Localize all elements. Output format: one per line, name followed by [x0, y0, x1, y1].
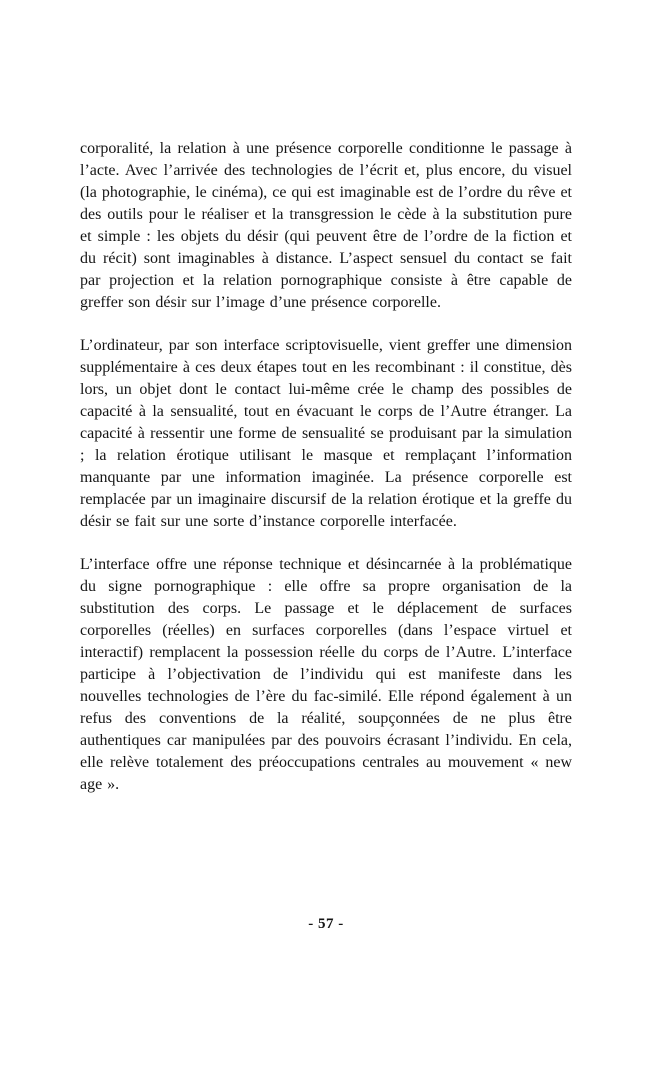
page-number: - 57 -: [308, 916, 344, 932]
paragraph-2: L’ordinateur, par son interface scriptovisuelle, vient greffer une dimension supplémentaire à ces deux étapes tout en les recombinant : il constitue, dès lors, un objet dont le contact lui-même crée le champ des possibles de capacité à la sensualité, tout en évacuant le corps de l’Autre étranger. La capacité à ressentir une forme de sensualité se produisant par la simulation ; la relation érotique utilisant le masque et remplaçant l’information manquante par une information imaginée. La présence corporelle est remplacée par un imaginaire discursif de la relation érotique et la greffe du désir se fait sur une sorte d’instance corporelle interfacée.: [80, 337, 572, 530]
paragraph-3: L’interface offre une réponse technique et désincarnée à la problématique du signe pornographique : elle offre sa propre organisation de la substitution des corps. Le passage et le déplacement de surfaces corporelles (réelles) en surfaces corporelles (dans l’espace virtuel et interactif) remplacent la possession réelle du corps de l’Autre. L’interface participe à l’objectivation de l’individu qui est manifeste dans les nouvelles technologies de l’ère du fac-similé. Elle répond également à un refus des conventions de la réalité, soupçonnées de ne plus être authentiques car manipulées par des pouvoirs écrasant l’individu. En cela, elle relève totalement des préoccupations centrales au mouvement « new age ».: [80, 556, 572, 793]
text-block: [80, 138, 572, 817]
paragraph-1: corporalité, la relation à une présence corporelle conditionne le passage à l’acte. Avec l’arrivée des technologies de l’écrit et, plus encore, du visuel (la photographie, le cinéma), ce qui est imaginable est de l’ordre du rêve et des outils pour le réaliser et la transgression le cède à la substitution pure et simple : les objets du désir (qui peuvent être de l’ordre de la fiction et du récit) sont imaginables à distance. L’aspect sensuel du contact se fait par projection et la relation pornographique consiste à être capable de greffer son désir sur l’image d’une présence corporelle.: [80, 140, 572, 311]
